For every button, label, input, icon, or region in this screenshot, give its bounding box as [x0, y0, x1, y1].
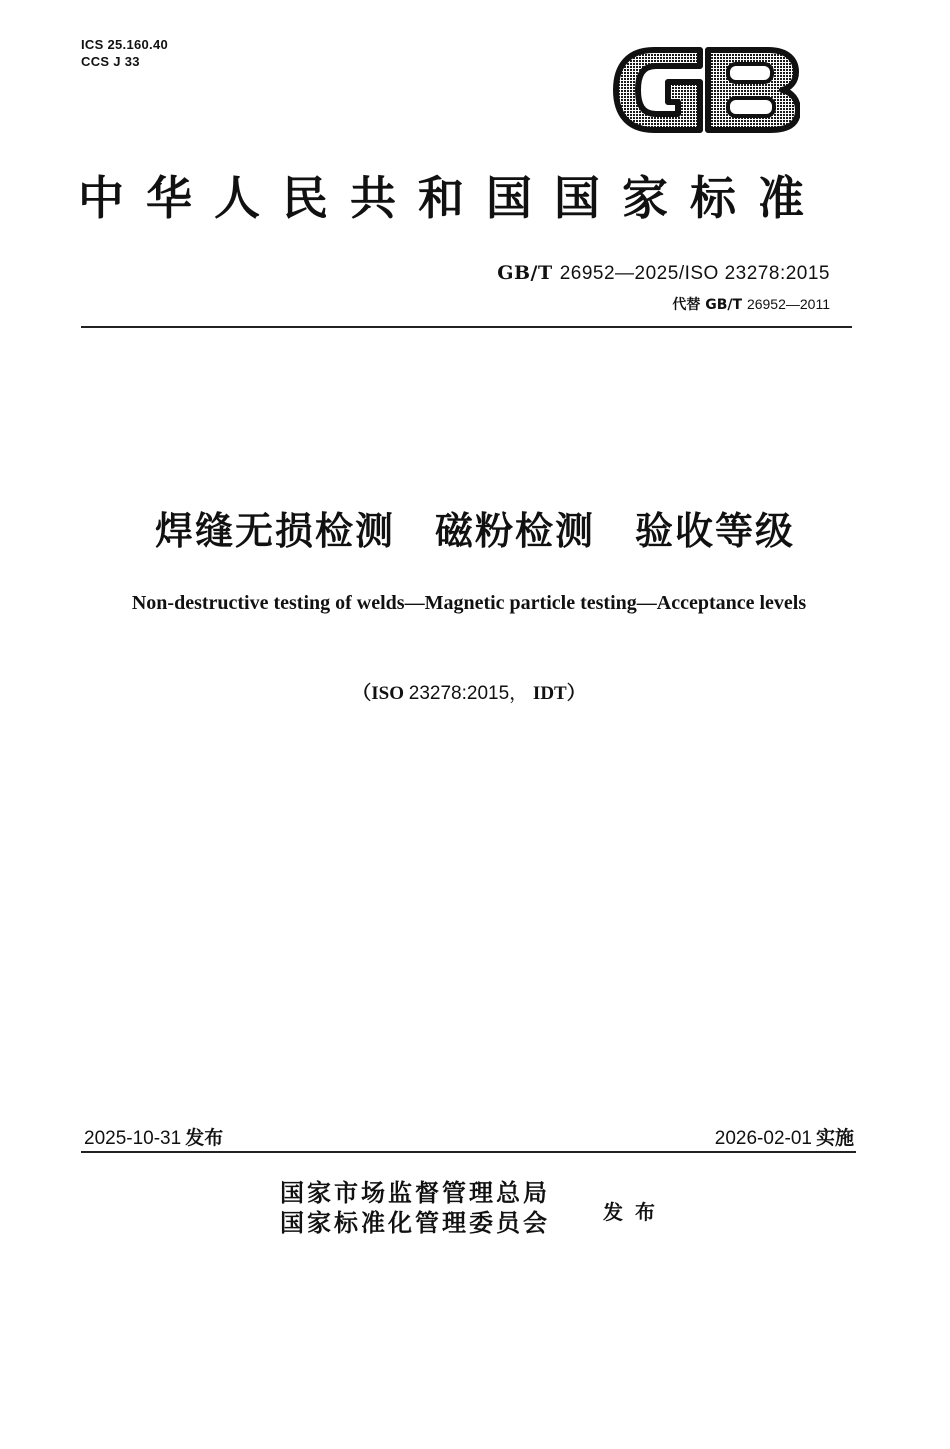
bottom-divider: [81, 1151, 856, 1153]
iso-number: 23278:2015，: [408, 683, 529, 704]
standard-code: 26952—2025/ISO 23278:2015: [559, 263, 830, 284]
iso-equivalence: [0, 678, 938, 705]
chinese-title: 焊缝无损检测 磁粉检测 验收等级: [154, 509, 795, 553]
implement-date: 2026-02-01: [714, 1128, 812, 1149]
issue-label: 发布: [603, 1200, 667, 1224]
classification-codes: [81, 36, 168, 70]
standard-prefix: GB/T: [497, 262, 553, 284]
issuer-sac: 国家标准化管理委员会: [280, 1208, 550, 1237]
english-title: Non-destructive testing of welds—Magnetic particle testing—Acceptance levels: [131, 592, 807, 614]
replaces-note: [672, 294, 830, 314]
issuer-samr: 国家市场监督管理总局: [280, 1178, 550, 1207]
replaces-label: 代替 GB/T: [672, 297, 743, 313]
standard-number: [497, 262, 830, 285]
top-divider: [81, 326, 852, 328]
ics-code: ICS 25.160.40: [81, 37, 169, 52]
publish-label: 发布: [185, 1127, 224, 1149]
publish-date-block: [84, 1123, 223, 1150]
iso-open: （ISO: [352, 683, 405, 704]
publish-date: 2025-10-31: [84, 1128, 182, 1149]
national-standard-title: 中华人民共和国国家标准: [78, 171, 826, 225]
implement-label: 实施: [815, 1127, 854, 1149]
replaces-number: 26952—2011: [746, 296, 830, 312]
ccs-code: CCS J 33: [81, 54, 140, 69]
implement-date-block: [715, 1123, 854, 1150]
gb-logo: [612, 42, 800, 138]
iso-close: IDT）: [532, 683, 586, 704]
issuing-authorities: [280, 1178, 550, 1238]
